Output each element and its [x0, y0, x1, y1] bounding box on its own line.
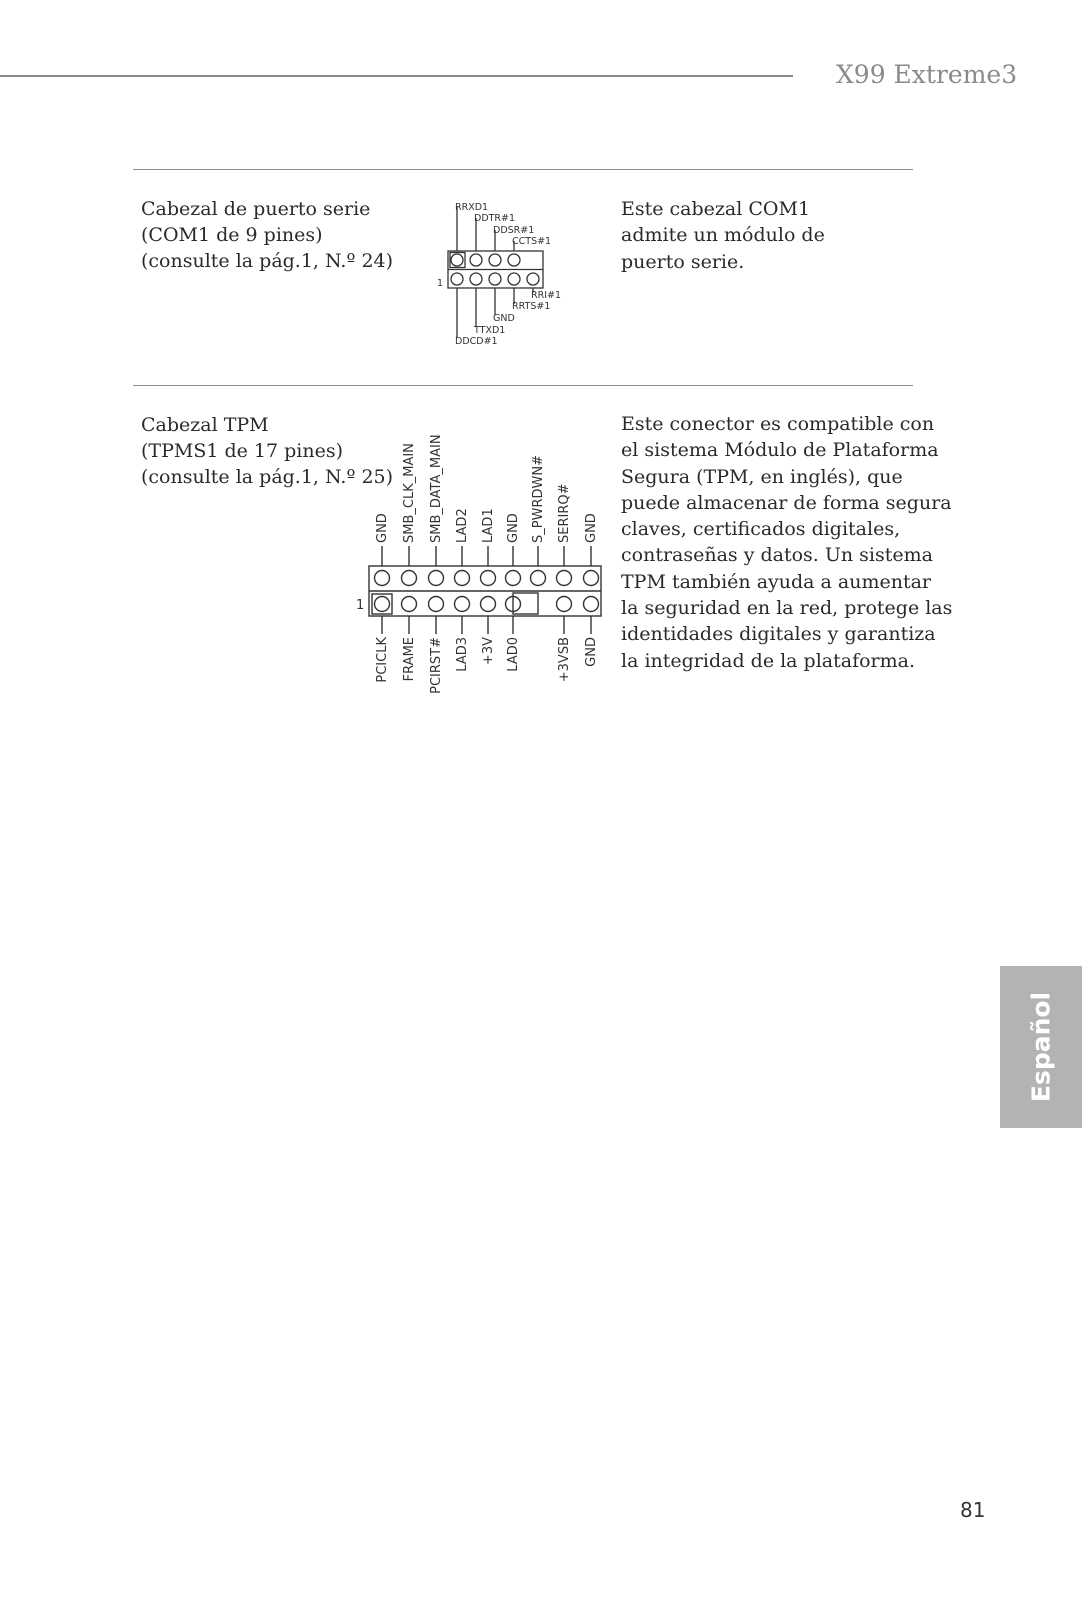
tpm-pin-label: +3V: [481, 637, 496, 666]
tpm-pin-label: FRAME: [402, 637, 417, 682]
com1-pin-label: RRTS#1: [512, 301, 551, 312]
header-title: X99 Extreme3: [836, 60, 1018, 89]
com1-pin-label: DDTR#1: [474, 213, 516, 224]
com1-pin-label: RRI#1: [531, 290, 562, 301]
tpm-description-line: la integridad de la plataforma.: [621, 649, 916, 672]
tpm-description: [621, 411, 952, 674]
com1-description-line: puerto serie.: [621, 250, 745, 273]
tpm-pin-label: PCIRST#: [429, 637, 444, 694]
com1-pin-label: DDSR#1: [493, 225, 535, 236]
com1-pin-label: DDCD#1: [455, 336, 498, 347]
tpm-pin-label: PCICLK: [375, 637, 390, 683]
tpm-pin-label: LAD3: [455, 637, 470, 672]
tpm-pin-label: S_PWRDWN#: [531, 455, 546, 543]
page-number: 81: [960, 1498, 986, 1522]
tpm-pin-label: GND: [584, 513, 599, 543]
tpm-description-line: Segura (TPM, en inglés), que: [621, 465, 903, 488]
tpm-description-line: claves, certificados digitales,: [621, 518, 901, 541]
tpm-pin-label: LAD2: [455, 508, 470, 543]
tpm-description-line: la seguridad en la red, protege las: [621, 597, 953, 620]
tpm-description-line: TPM también ayuda a aumentar: [621, 570, 931, 593]
com1-label-line: Cabezal de puerto serie: [141, 198, 371, 220]
com1-pin-label: TTXD1: [474, 325, 506, 336]
tpm-description-line: el sistema Módulo de Plataforma: [621, 439, 939, 462]
language-tab-label: Español: [1026, 991, 1056, 1103]
tpm-pin-label: GND: [584, 637, 599, 667]
tpm-pin-label: SMB_DATA_MAIN: [429, 434, 444, 543]
com1-label-line: (COM1 de 9 pines): [141, 224, 323, 246]
tpm-pin-label: LAD0: [506, 637, 521, 672]
tpm-pin-label: GND: [506, 513, 521, 543]
tpm-label-line: (TPMS1 de 17 pines): [141, 440, 344, 462]
com1-description-line: Este cabezal COM1: [621, 198, 811, 220]
com1-pin-label: GND: [493, 313, 515, 324]
tpm-pin-one: 1: [356, 598, 365, 613]
tpm-pin-label: SMB_CLK_MAIN: [402, 443, 417, 543]
com1-label-line: (consulte la pág.1, N.º 24): [141, 250, 394, 272]
com1-pin-label: RRXD1: [455, 202, 489, 213]
tpm-label-line: Cabezal TPM: [141, 414, 269, 436]
tpm-pin-label: +3VSB: [557, 637, 572, 683]
tpm-label-line: (consulte la pág.1, N.º 25): [141, 466, 394, 488]
com1-pin-label: CCTS#1: [512, 236, 552, 247]
tpm-description-line: puede almacenar de forma segura: [621, 491, 952, 514]
tpm-pin-label: GND: [375, 513, 390, 543]
tpm-pin-label: LAD1: [481, 508, 496, 543]
tpm-pin-label: SERIRQ#: [557, 483, 572, 543]
tpm-description-line: contraseñas y datos. Un sistema: [621, 544, 933, 567]
com1-description-line: admite un módulo de: [621, 224, 825, 247]
tpm-description-line: Este conector es compatible con: [621, 413, 935, 435]
com1-pin-one: 1: [437, 278, 444, 289]
tpm-description-line: identidades digitales y garantiza: [621, 623, 936, 646]
